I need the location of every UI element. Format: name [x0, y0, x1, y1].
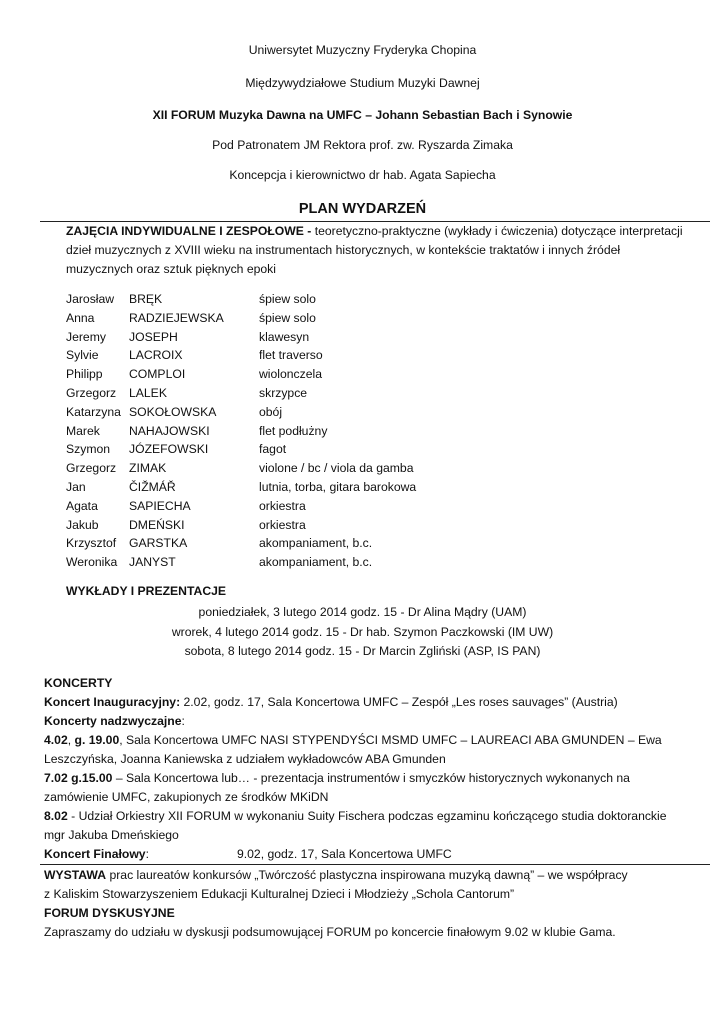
instructor-first-name: Weronika	[66, 555, 118, 570]
concert-sep: ,	[67, 733, 75, 747]
concert-8-02	[44, 807, 667, 826]
instructor-role: śpiew solo	[259, 292, 316, 306]
classes-line-2: dzieł muzycznych z XVIII wieku na instrumentach historycznych, w kontekście traktatów i innych źródeł	[66, 243, 621, 257]
final-concert	[44, 845, 452, 864]
exhibition-label: WYSTAWA	[44, 868, 107, 882]
concert-4-02	[44, 731, 662, 750]
concert-date: 8.02	[44, 809, 68, 823]
instructor-first-name: Grzegorz	[66, 385, 117, 400]
instructor-first-name: Agata	[66, 498, 98, 513]
instructor-last-name: ZIMAK	[129, 461, 167, 476]
instructors-table	[66, 290, 459, 572]
extra-concerts-label: Koncerty nadzwyczajne	[44, 714, 182, 728]
classes-heading: ZAJĘCIA INDYWIDUALNE I ZESPOŁOWE -	[66, 224, 312, 238]
instructor-role: obój	[259, 404, 283, 419]
instructor-last-name: SAPIECHA	[129, 498, 191, 513]
instructor-last-name: JOSEPH	[129, 329, 178, 344]
direction-line: Koncepcja i kierownictwo dr hab. Agata Sapiecha	[229, 168, 496, 182]
instructor-role: lutnia, torba, gitara barokowa	[259, 479, 417, 494]
concerts-heading: KONCERTY	[44, 676, 113, 690]
instructor-first-name: Anna	[66, 310, 95, 325]
concert-4-02-cont: Leszczyńska, Joanna Kaniewska z udziałem wykładowców ABA Gmunden	[44, 752, 446, 766]
instructor-row	[66, 440, 459, 459]
instructor-row	[66, 422, 459, 441]
instructor-role: violone / bc / viola da gamba	[259, 461, 414, 476]
concert-text: , Sala Koncertowa UMFC NASI STYPENDYŚCI MSMD UMFC – LAUREACI ABA GMUNDEN – Ewa	[119, 733, 662, 747]
instructor-role: klawesyn	[259, 329, 310, 344]
instructor-last-name: ČIŽMÁŘ	[129, 479, 176, 494]
university-name: Uniwersytet Muzyczny Fryderyka Chopina	[248, 43, 477, 57]
instructor-role: orkiestra	[259, 517, 306, 532]
instructor-first-name: Marek	[66, 423, 100, 438]
instructor-first-name: Krzysztof	[66, 536, 117, 551]
instructor-role: akompaniament, b.c.	[259, 555, 373, 570]
instructor-first-name: Sylvie	[66, 348, 99, 363]
instructors-list	[66, 290, 459, 572]
instructor-first-name: Szymon	[66, 442, 111, 457]
classes-section	[66, 222, 716, 279]
classes-text-1: teoretyczno-praktyczne (wykłady i ćwiczenia) dotyczące interpretacji	[311, 224, 683, 238]
instructor-first-name: Jakub	[66, 517, 99, 532]
instructor-role: wiolonczela	[259, 367, 323, 382]
instructor-last-name: BRĘK	[129, 292, 163, 306]
instructor-row	[66, 403, 459, 422]
extra-concerts-colon: :	[181, 714, 185, 728]
instructor-row	[66, 290, 459, 309]
lecture-item: poniedziałek, 3 lutego 2014 godz. 15 - Dr Alina Mądry (UAM)	[198, 605, 527, 619]
instructor-first-name: Philipp	[66, 367, 103, 382]
instructor-role: fagot	[259, 442, 287, 457]
concert-date: 4.02	[44, 733, 68, 747]
concert-time: g. 19.00	[74, 733, 120, 747]
classes-line-1	[66, 222, 716, 241]
concert-8-02-cont: mgr Jakuba Dmeńskiego	[44, 828, 179, 842]
lecture-item: wrorek, 4 lutego 2014 godz. 15 - Dr hab. Szymon Paczkowski (IM UW)	[171, 625, 554, 639]
final-label: Koncert Finałowy	[44, 847, 146, 861]
exhibition-line	[44, 866, 628, 885]
instructor-last-name: SOKOŁOWSKA	[129, 404, 217, 419]
instructor-last-name: DMEŃSKI	[129, 517, 185, 532]
lectures-heading: WYKŁADY I PREZENTACJE	[66, 584, 227, 598]
final-colon: :	[145, 847, 149, 861]
instructor-row	[66, 478, 459, 497]
instructor-role: akompaniament, b.c.	[259, 536, 373, 551]
instructor-last-name: LALEK	[129, 385, 167, 400]
lecture-item: sobota, 8 lutego 2014 godz. 15 - Dr Marcin Zgliński (ASP, IS PAN)	[184, 644, 541, 658]
instructor-row	[66, 384, 459, 403]
instructor-first-name: Jarosław	[66, 292, 115, 306]
forum-text: Zapraszamy do udziału w dyskusji podsumowującej FORUM po koncercie finałowym 9.02 w klubie Gama.	[44, 925, 616, 939]
final-text: 9.02, godz. 17, Sala Koncertowa UMFC	[236, 847, 452, 861]
instructor-last-name: RADZIEJEWSKA	[129, 310, 224, 325]
exhibition-text: prac laureatów konkursów „Twórczość plastyczna inspirowana muzyką dawną” – we współpracy	[106, 868, 628, 882]
instructor-row	[66, 534, 459, 553]
instructor-role: flet traverso	[259, 348, 323, 363]
instructor-first-name: Katarzyna	[66, 404, 121, 419]
department-name: Międzywydziałowe Studium Muzyki Dawnej	[245, 76, 480, 90]
instructor-last-name: JÓZEFOWSKI	[129, 442, 209, 457]
inaugural-text: 2.02, godz. 17, Sala Koncertowa UMFC – Zespół „Les roses sauvages” (Austria)	[180, 695, 618, 709]
concert-date: 7.02 g.15.00	[44, 771, 113, 785]
instructor-last-name: COMPLOI	[129, 367, 186, 382]
instructor-role: flet podłużny	[259, 423, 328, 438]
inaugural-concert	[44, 693, 618, 712]
divider-bottom	[40, 864, 710, 865]
instructor-row	[66, 346, 459, 365]
instructor-last-name: GARSTKA	[129, 536, 188, 551]
classes-line-3: muzycznych oraz sztuk pięknych epoki	[66, 262, 276, 276]
instructor-role: orkiestra	[259, 498, 306, 513]
instructor-last-name: JANYST	[129, 555, 176, 570]
extra-concerts	[44, 712, 185, 731]
instructor-row	[66, 459, 459, 478]
instructor-row	[66, 516, 459, 535]
instructor-first-name: Jeremy	[66, 329, 106, 344]
instructor-last-name: NAHAJOWSKI	[129, 423, 210, 438]
concert-text: - Udział Orkiestry XII FORUM w wykonaniu Suity Fischera podczas egzaminu kończącego studia doktoranckie	[67, 809, 667, 823]
concert-7-02-cont: zamówienie UMFC, zakupionych ze środków MKiDN	[44, 790, 329, 804]
instructor-role: skrzypce	[259, 385, 308, 400]
instructor-row	[66, 553, 459, 572]
forum-heading: FORUM DYSKUSYJNE	[44, 906, 175, 920]
concert-7-02	[44, 769, 630, 788]
exhibition-line-2: z Kaliskim Stowarzyszeniem Edukacji Kulturalnej Dzieci i Młodzieży „Schola Cantorum”	[44, 887, 515, 901]
plan-title: PLAN WYDARZEŃ	[298, 201, 427, 217]
instructor-row	[66, 328, 459, 347]
instructor-first-name: Jan	[66, 479, 86, 494]
instructor-last-name: LACROIX	[129, 348, 183, 363]
instructor-row	[66, 365, 459, 384]
forum-title: XII FORUM Muzyka Dawna na UMFC – Johann Sebastian Bach i Synowie	[152, 108, 573, 122]
patronage-line: Pod Patronatem JM Rektora prof. zw. Ryszarda Zimaka	[212, 138, 513, 152]
instructor-row	[66, 309, 459, 328]
instructor-row	[66, 497, 459, 516]
instructor-role: śpiew solo	[259, 310, 316, 325]
inaugural-label: Koncert Inauguracyjny:	[44, 695, 181, 709]
instructor-first-name: Grzegorz	[66, 461, 117, 476]
concert-text: – Sala Koncertowa lub… - prezentacja instrumentów i smyczków historycznych wykonanych na	[112, 771, 630, 785]
